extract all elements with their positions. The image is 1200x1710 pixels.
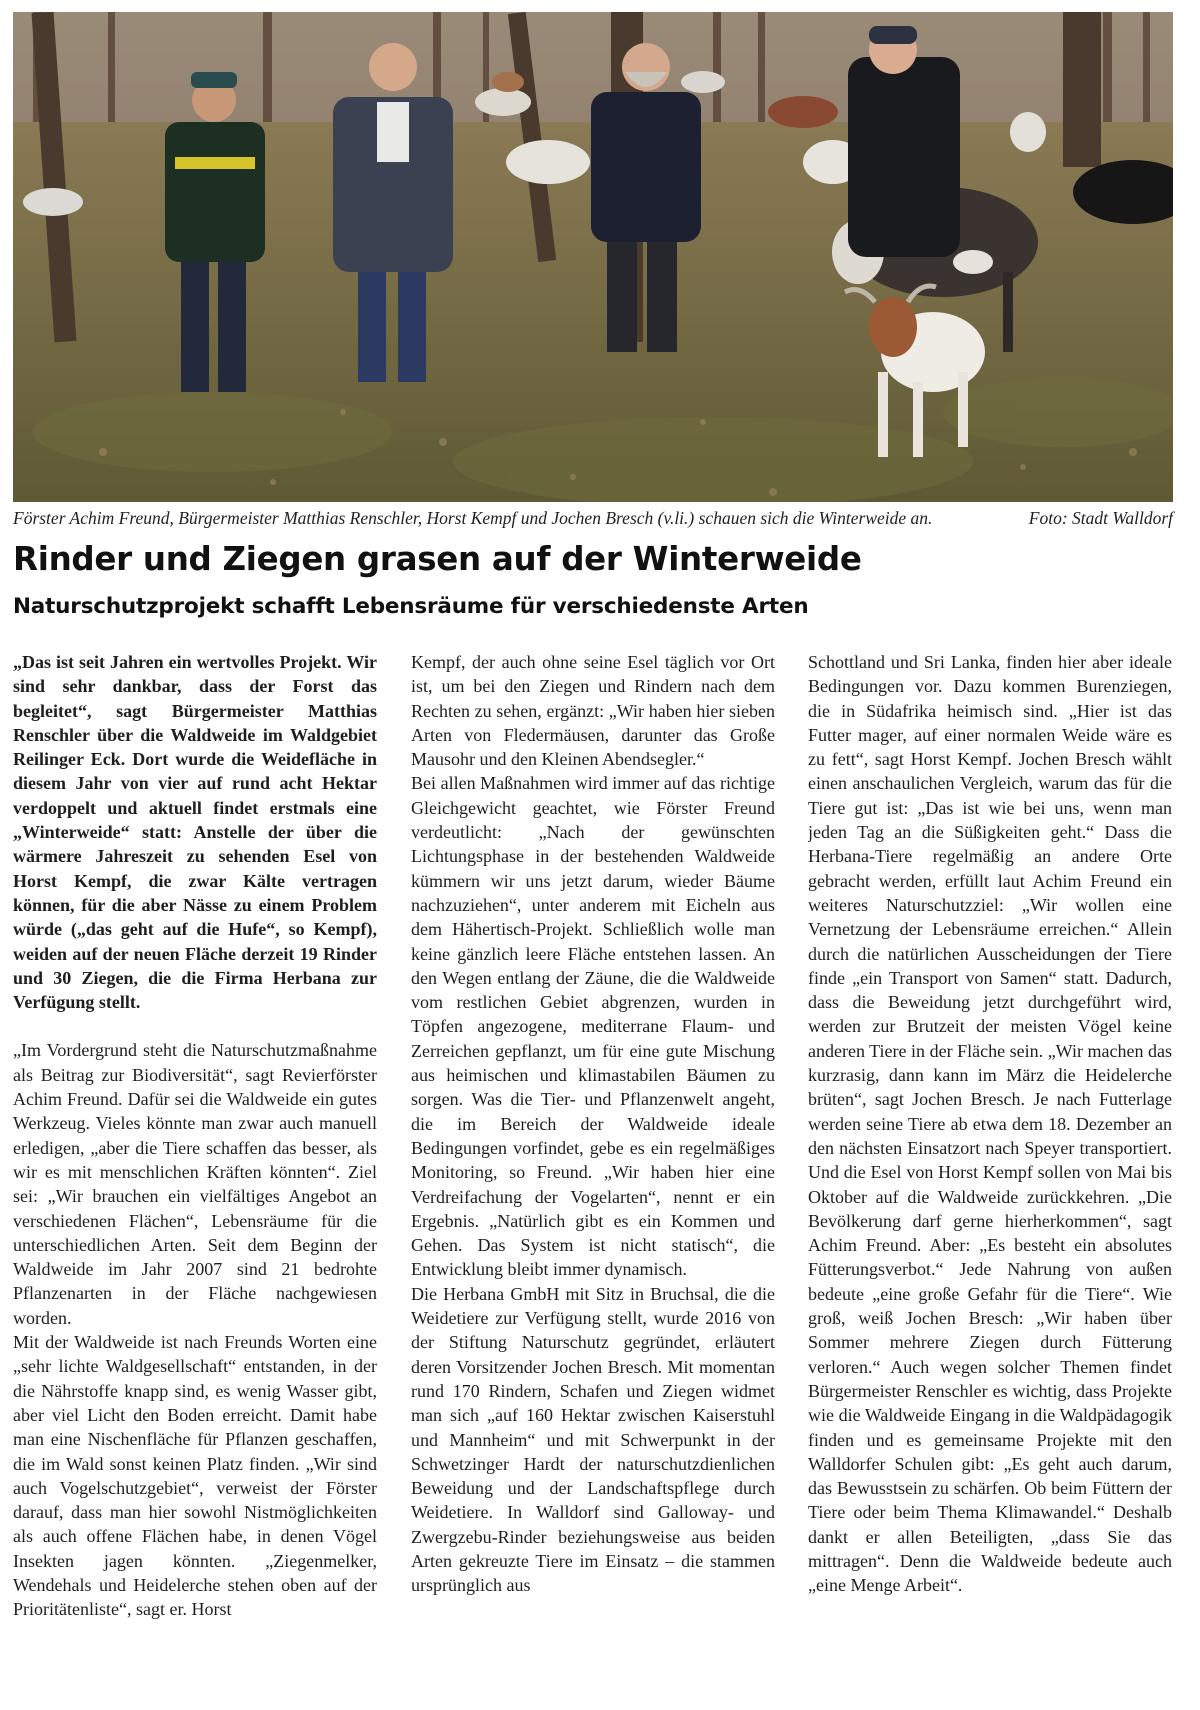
article-column-2 [411, 650, 775, 1705]
article-paragraph: Schottland und Sri Lanka, finden hier aber ideale Bedingungen vor. Dazu kommen Burenziegen, die in Südafrika heimisch sind. „Hier ist das Futter mager, auf einer normalen Weide wäre es zu fett“, sagt Horst Kempf. Jochen Bresch wählt einen anschaulichen Vergleich, warum das für die Tiere gut ist: „Das ist wie bei uns, wenn man jeden Tag an die Süßigkeiten geht.“ Dass die Herbana-Tiere regelmäßig an andere Orte gebracht werden, erfüllt laut Achim Freund ein weiteres Naturschutzziel: „Wir wollen eine Vernetzung der Lebensräume erreichen.“ Allein durch die natürlichen Ausscheidungen der Tiere finde „ein Transport von Samen“ statt. Dadurch, dass die Beweidung jetzt durchgeführt wird, werden zur Brutzeit der meisten Vögel keine anderen Tiere in der Fläche sein. „Wir machen das kurzrasig, dann kann im März die Heidelerche brüten“, sagt Jochen Bresch. Je nach Futterlage werden seine Tiere ab etwa dem 18. Dezember an den nächsten Einsatzort nach Speyer transportiert. Und die Esel von Horst Kempf sollen von Mai bis Oktober auf die Waldweide zurückkehren. „Die Bevölkerung darf gerne hierherkommen“, sagt Achim Freund. Aber: „Es besteht ein absolutes Fütterungsverbot.“ Jede Nahrung von außen bedeute „eine große Gefahr für die Tiere“. Wie groß, weiß Jochen Bresch: „Wir haben über Sommer mehrere Ziegen durch Fütterung verloren.“ Auch wegen solcher Themen findet Bürgermeister Renschler es wichtig, dass Projekte wie die Waldweide Eingang in die Waldpädagogik finden und es gemeinsame Projekte mit den Walldorfer Schulen gibt: „Es geht auch darum, das Bewusstsein zu schärfen. Ob beim Füttern der Tiere oder beim Thema Klimawandel.“ Deshalb dankt er allen Beteiligten, „dass Sie das mittragen“. Denn die Waldweide bedeute auch „eine Menge Arbeit“. [808, 652, 1172, 1596]
article-photo [13, 12, 1173, 502]
forest-pasture-image [13, 12, 1173, 502]
article-paragraph: Kempf, der auch ohne seine Esel täglich vor Ort ist, um bei den Ziegen und Rindern nach dem Rechten zu sehen, ergänzt: „Wir haben hier sieben Arten von Fledermäusen, darunter das Große Mausohr und den Kleinen Abendsegler.“ [411, 652, 775, 770]
subheadline: Naturschutzprojekt schafft Lebensräume für verschiedenste Arten [13, 594, 809, 619]
caption-text: Förster Achim Freund, Bürgermeister Matthias Renschler, Horst Kempf und Jochen Bresch (v.li.) schauen sich die Winterweide an. [13, 508, 933, 528]
photo-credit: Foto: Stadt Walldorf [1028, 508, 1173, 528]
article-paragraph: „Im Vordergrund steht die Naturschutzmaßnahme als Beitrag zur Biodiversität“, sagt Revierförster Achim Freund. Dafür sei die Waldweide ein gutes Werkzeug. Vieles könnte man zwar auch manuell erledigen, „aber die Tiere schaffen das besser, als wir es mit menschlichen Kräften könnten“. Ziel sei: „Wir brauchen ein vielfältiges Angebot an verschiedenen Flächen“, Lebensräume für die unterschiedlichen Arten. Seit dem Beginn der Waldweide im Jahr 2007 sind 21 bedrohte Pflanzenarten in der Fläche nachgewiesen worden. [13, 1040, 377, 1328]
article-lead: „Das ist seit Jahren ein wertvolles Projekt. Wir sind sehr dankbar, dass der Forst das begleitet“, sagt Bürgermeister Matthias Renschler über die Waldweide im Waldgebiet Reilinger Eck. Dort wurde die Weidefläche in diesem Jahr von vier auf rund acht Hektar verdoppelt und aktuell findet erstmals eine „Winterweide“ statt: Anstelle der über die wärmere Jahreszeit zu sehenden Esel von Horst Kempf, die zwar Kälte vertragen können, für die aber Nässe zu einem Problem würde („das geht auf die Hufe“, so Kempf), weiden auf der neuen Fläche derzeit 19 Rinder und 30 Ziegen, die die Firma Herbana zur Verfügung stellt. [13, 652, 377, 1013]
article-paragraph: Bei allen Maßnahmen wird immer auf das richtige Gleichgewicht geachtet, wie Förster Freund verdeutlicht: „Nach der gewünschten Lichtungsphase in der bestehenden Waldweide kümmern wir uns jetzt darum, wieder Bäume nachzuziehen“, unter anderem mit Eicheln aus dem Hähertisch-Projekt. Schließlich wolle man keine gänzlich leere Fläche entstehen lassen. An den Wegen entlang der Zäune, die die Waldweide vom restlichen Gebiet abgrenzen, wurden in Töpfen angezogene, mediterrane Flaum- und Zerreichen gepflanzt, um für eine gute Mischung aus heimischen und klimastabilen Bäumen zu sorgen. Was die Tier- und Pflanzenwelt angeht, die im Bereich der Waldweide ideale Bedingungen vorfindet, gebe es ein regelmäßiges Monitoring, so Freund. „Wir haben hier eine Verdreifachung der Vogelarten“, nennt er ein Ergebnis. „Natürlich gibt es ein Kommen und Gehen. Das System ist nicht statisch“, die Entwicklung bleibt immer dynamisch. [411, 773, 775, 1280]
article-paragraph: Mit der Waldweide ist nach Freunds Worten eine „sehr lichte Waldgesellschaft“ entstanden, in der die Nährstoffe knapp sind, es wenig Wasser gibt, aber viel Licht den Boden erreicht. Damit habe man eine Nischenfläche für Pflanzen geschaffen, die im Wald sonst keinen Platz finden. „Wir sind auch Vogelschutzgebiet“, verweist der Förster darauf, dass man hier sowohl Nistmöglichkeiten als auch offene Flächen habe, in denen Vögel Insekten jagen könnten. „Ziegenmelker, Wendehals und Heidelerche stehen oben auf der Prioritätenliste“, sagt er. Horst [13, 1332, 377, 1620]
article-column-3 [808, 650, 1172, 1705]
photo-caption [13, 508, 1173, 534]
headline: Rinder und Ziegen grasen auf der Winterweide [13, 540, 862, 578]
article-paragraph: Die Herbana GmbH mit Sitz in Bruchsal, die die Weidetiere zur Verfügung stellt, wurde 2016 von der Stiftung Naturschutz gegründet, erläutert deren Vorsitzender Jochen Bresch. Mit momentan rund 170 Rindern, Schafen und Ziegen widmet man sich „auf 160 Hektar zwischen Kaiserstuhl und Mannheim“ und mit Schwerpunkt in der Schwetzinger Hardt der naturschutzdienlichen Beweidung und der Landschaftspflege durch Weidetiere. In Walldorf sind Galloway- und Zwergzebu-Rinder beziehungsweise aus beiden Arten gekreuzte Tiere im Einsatz – die stammen ursprünglich aus [411, 1283, 775, 1596]
article-column-1 [13, 650, 377, 1705]
